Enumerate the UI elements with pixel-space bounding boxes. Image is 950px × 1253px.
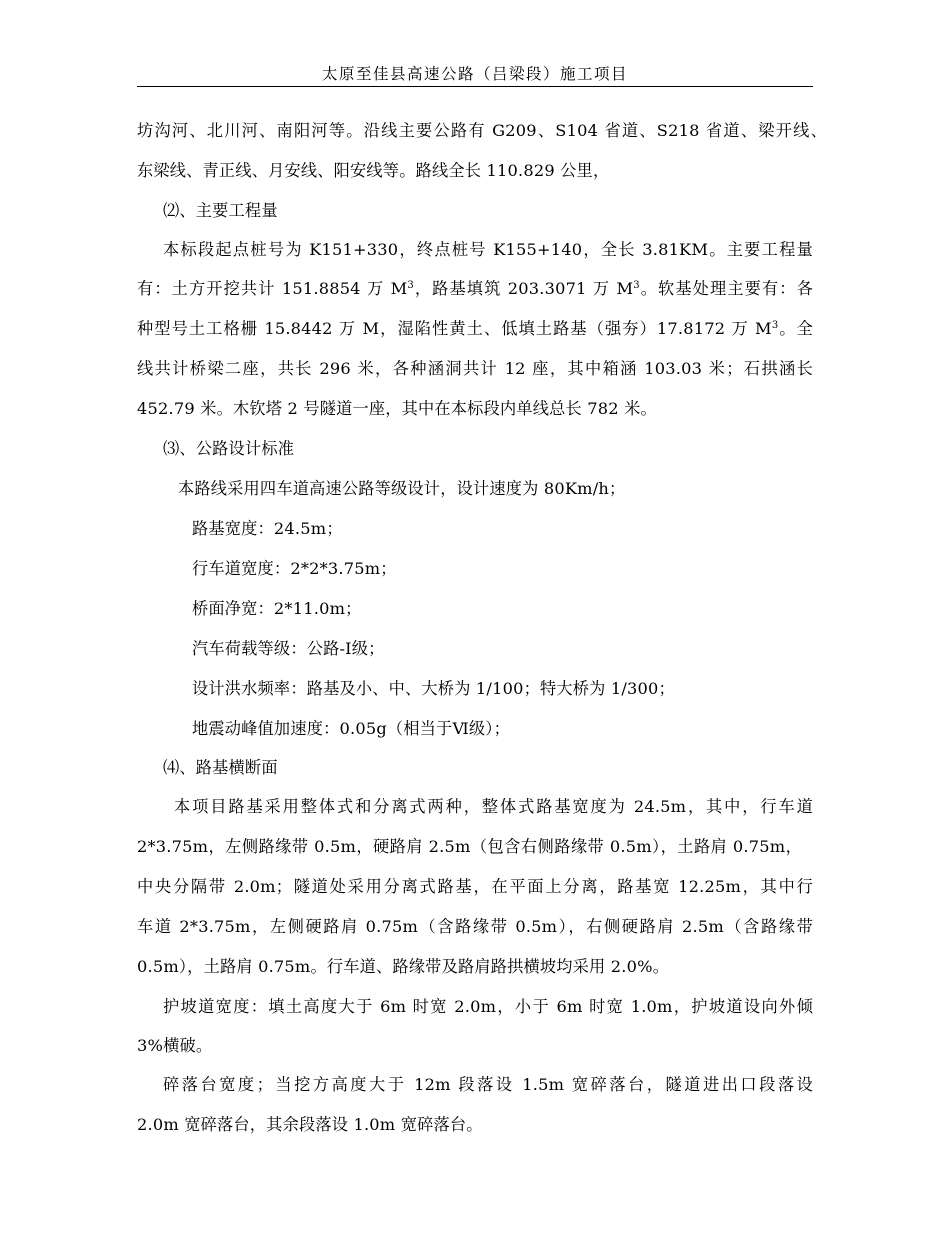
spec-item: 行车道宽度：2*2*3.75m； xyxy=(192,559,397,578)
spec-item: 路基宽度：24.5m； xyxy=(192,519,343,538)
paragraph-line: 线共计桥梁二座，共长 296 米，各种涵洞共计 12 座，其中箱涵 103.03 米；石拱涵长 xyxy=(137,359,813,378)
text-run: 有：土方开挖共计 151.8854 万 M xyxy=(137,279,408,298)
spec-item: 汽车荷载等级：公路-Ⅰ级； xyxy=(192,639,385,658)
paragraph-line xyxy=(137,318,813,340)
paragraph-line: 坊沟河、北川河、南阳河等。沿线主要公路有 G209、S104 省道、S218 省道、梁开线、 xyxy=(137,121,827,140)
text-run: 种型号土工格栅 15.8442 万 M，湿陷性黄土、低填土路基（强夯）17.8172 万 M xyxy=(137,319,772,338)
superscript: 3 xyxy=(771,320,779,331)
paragraph-line: 452.79 米。木钦塔 2 号隧道一座，其中在本标段内单线总长 782 米。 xyxy=(137,399,657,418)
text-run: ，路基填筑 203.3071 万 M xyxy=(413,279,634,298)
paragraph-line: 护坡道宽度：填土高度大于 6m 时宽 2.0m，小于 6m 时宽 1.0m，护坡道设向外倾 xyxy=(163,997,813,1016)
paragraph-line: 本标段起点桩号为 K151+330，终点桩号 K155+140，全长 3.81KM。主要工程量 xyxy=(163,240,813,259)
paragraph-line: 0.5m），土路肩 0.75m。行车道、路缘带及路肩路拱横坡均采用 2.0%。 xyxy=(137,957,670,976)
header-divider xyxy=(137,86,813,87)
paragraph-line: 车道 2*3.75m，左侧硬路肩 0.75m（含路缘带 0.5m），右侧硬路肩 2.5m（含路缘带 xyxy=(137,917,813,936)
spec-item: 桥面净宽：2*11.0m； xyxy=(192,599,362,618)
section-heading: ⑵、主要工程量 xyxy=(163,201,278,220)
paragraph-line: 3%横破。 xyxy=(137,1036,213,1055)
paragraph-line: 本路线采用四车道高速公路等级设计，设计速度为 80Km/h； xyxy=(178,479,626,498)
spec-item: 地震动峰值加速度：0.05g（相当于Ⅵ级）； xyxy=(192,719,510,738)
spec-item: 设计洪水频率：路基及小、中、大桥为 1/100；特大桥为 1/300； xyxy=(192,679,675,698)
superscript: 3 xyxy=(407,280,414,291)
paragraph-line: 东梁线、青正线、月安线、阳安线等。路线全长 110.829 公里， xyxy=(137,161,610,180)
page-header: 太原至佳县高速公路（吕梁段）施工项目 xyxy=(321,65,628,83)
paragraph-line: 中央分隔带 2.0m；隧道处采用分离式路基，在平面上分离，路基宽 12.25m，其中行 xyxy=(137,877,813,896)
superscript: 3 xyxy=(633,280,640,291)
paragraph-line: 2*3.75m，左侧路缘带 0.5m，硬路肩 2.5m（包含右侧路缘带 0.5m），土路肩 0.75m， xyxy=(137,837,802,856)
section-heading: ⑶、公路设计标准 xyxy=(163,439,295,458)
text-run: 。全 xyxy=(778,319,813,338)
paragraph-line: 本项目路基采用整体式和分离式两种，整体式路基宽度为 24.5m，其中，行车道 xyxy=(174,797,813,816)
paragraph-line xyxy=(137,278,813,300)
section-heading: ⑷、路基横断面 xyxy=(163,758,278,777)
text-run: 。软基处理主要有：各 xyxy=(639,279,813,298)
paragraph-line: 2.0m 宽碎落台，其余段落设 1.0m 宽碎落台。 xyxy=(137,1115,483,1134)
paragraph-line: 碎落台宽度；当挖方高度大于 12m 段落设 1.5m 宽碎落台，隧道进出口段落设 xyxy=(163,1075,813,1094)
